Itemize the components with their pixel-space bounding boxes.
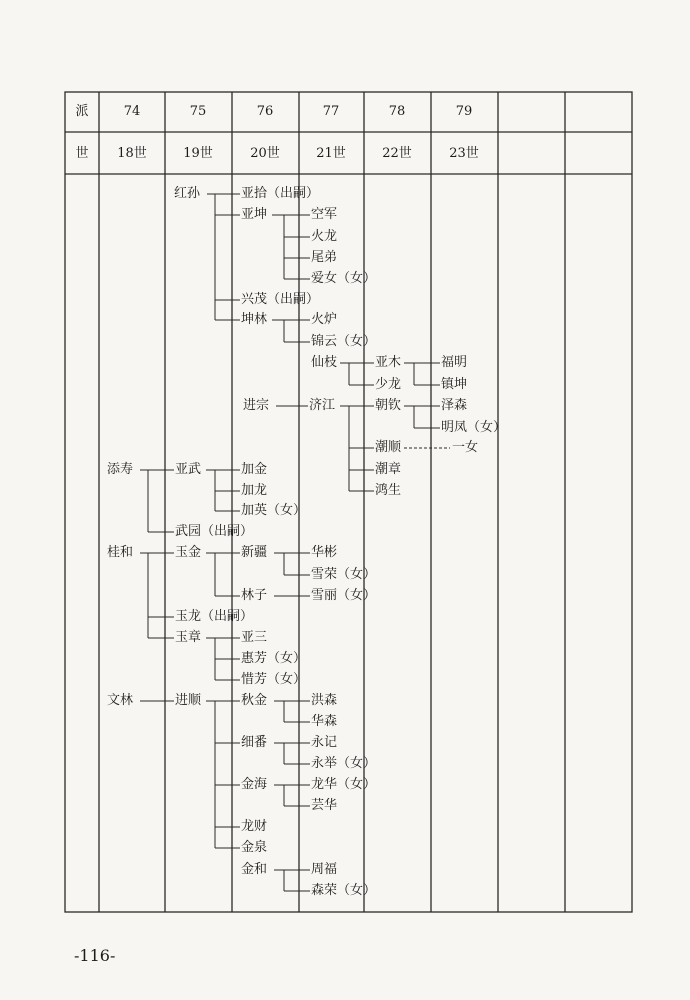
person-shaolong: 少龙 — [375, 377, 402, 392]
person-jinyun: 锦云（女） — [311, 334, 377, 349]
person-huifang: 惠芳（女） — [241, 651, 307, 666]
person-hongsun: 红孙 — [174, 186, 201, 201]
person-yamu: 亚木 — [375, 355, 402, 370]
person-yawu: 亚武 — [175, 462, 202, 477]
person-yongju: 永举（女） — [311, 756, 377, 771]
header-shi: 世 — [75, 146, 89, 161]
header-pai-78: 78 — [388, 104, 406, 119]
person-chaoqin: 朝钦 — [375, 398, 402, 413]
person-longcai: 龙财 — [241, 819, 268, 834]
header-pai-74: 74 — [123, 104, 141, 119]
header-pai-75: 75 — [189, 104, 207, 119]
person-xifang: 惜芳（女） — [241, 672, 307, 687]
person-xuerong: 雪荣（女） — [311, 567, 377, 582]
person-jinhe: 金和 — [241, 862, 268, 877]
person-jiajin: 加金 — [241, 462, 268, 477]
person-senrong: 森荣（女） — [311, 883, 377, 898]
page-number: -116- — [74, 946, 116, 965]
header-gen-21: 21世 — [316, 146, 346, 161]
person-kongjun: 空军 — [311, 207, 338, 222]
person-wuyuan: 武园（出嗣） — [175, 524, 254, 539]
person-zhenkun: 镇坤 — [441, 377, 468, 392]
person-chaoshun: 潮顺 — [375, 440, 402, 455]
person-weidi: 尾弟 — [311, 250, 338, 265]
header-gen-22: 22世 — [382, 146, 412, 161]
person-jialong: 加龙 — [241, 483, 268, 498]
person-xinjiang: 新疆 — [241, 545, 268, 560]
person-jinzong: 进宗 — [243, 398, 270, 413]
person-longhua: 龙华（女） — [311, 777, 377, 792]
person-jinhai: 金海 — [241, 777, 268, 792]
person-fuming: 福明 — [441, 355, 468, 370]
person-yujin: 玉金 — [175, 545, 202, 560]
person-huasen: 华森 — [311, 714, 338, 729]
person-jinshun: 进顺 — [175, 693, 202, 708]
person-huabiao: 华彬 — [311, 545, 338, 560]
header-pai-79: 79 — [455, 104, 473, 119]
person-mingfeng: 明凤（女） — [441, 420, 507, 435]
person-yasan: 亚三 — [241, 630, 268, 645]
header-pai-77: 77 — [322, 104, 340, 119]
person-linzi: 林子 — [241, 588, 268, 603]
person-kunlin: 坤林 — [241, 312, 268, 327]
person-hongsheng: 鸿生 — [375, 483, 402, 498]
person-jiaying: 加英（女） — [241, 503, 307, 518]
header-gen-19: 19世 — [183, 146, 213, 161]
person-tianshou: 添寿 — [107, 462, 134, 477]
header-gen-20: 20世 — [250, 146, 280, 161]
person-xianzhi: 仙枝 — [311, 355, 338, 370]
person-zesen: 泽森 — [441, 398, 468, 413]
person-yashi: 亚拾（出嗣） — [241, 186, 320, 201]
person-huolu: 火炉 — [311, 312, 338, 327]
person-chaozhang: 潮章 — [375, 462, 402, 477]
person-hongsen: 洪森 — [311, 693, 338, 708]
person-yongji: 永记 — [311, 735, 338, 750]
person-xingmao: 兴茂（出嗣） — [241, 292, 320, 307]
person-xueli: 雪丽（女） — [311, 588, 377, 603]
person-qiujin: 秋金 — [241, 693, 268, 708]
person-yulong: 玉龙（出嗣） — [175, 609, 254, 624]
person-guihe: 桂和 — [107, 545, 134, 560]
header-pai-76: 76 — [256, 104, 274, 119]
person-ainv: 爱女（女） — [311, 271, 377, 286]
person-yuzhang: 玉章 — [175, 630, 202, 645]
person-wenlin: 文林 — [107, 693, 134, 708]
header-gen-18: 18世 — [117, 146, 147, 161]
header-gen-23: 23世 — [449, 146, 479, 161]
person-zhoufu: 周福 — [311, 862, 338, 877]
person-yinv: 一女 — [452, 440, 479, 455]
person-jinquan: 金泉 — [241, 840, 268, 855]
person-jijiang: 济江 — [309, 398, 336, 413]
person-yunhua: 芸华 — [311, 798, 338, 813]
person-xifan: 细番 — [241, 735, 268, 750]
person-yakun: 亚坤 — [241, 207, 268, 222]
header-pai: 派 — [75, 104, 89, 119]
person-huolong: 火龙 — [311, 229, 338, 244]
